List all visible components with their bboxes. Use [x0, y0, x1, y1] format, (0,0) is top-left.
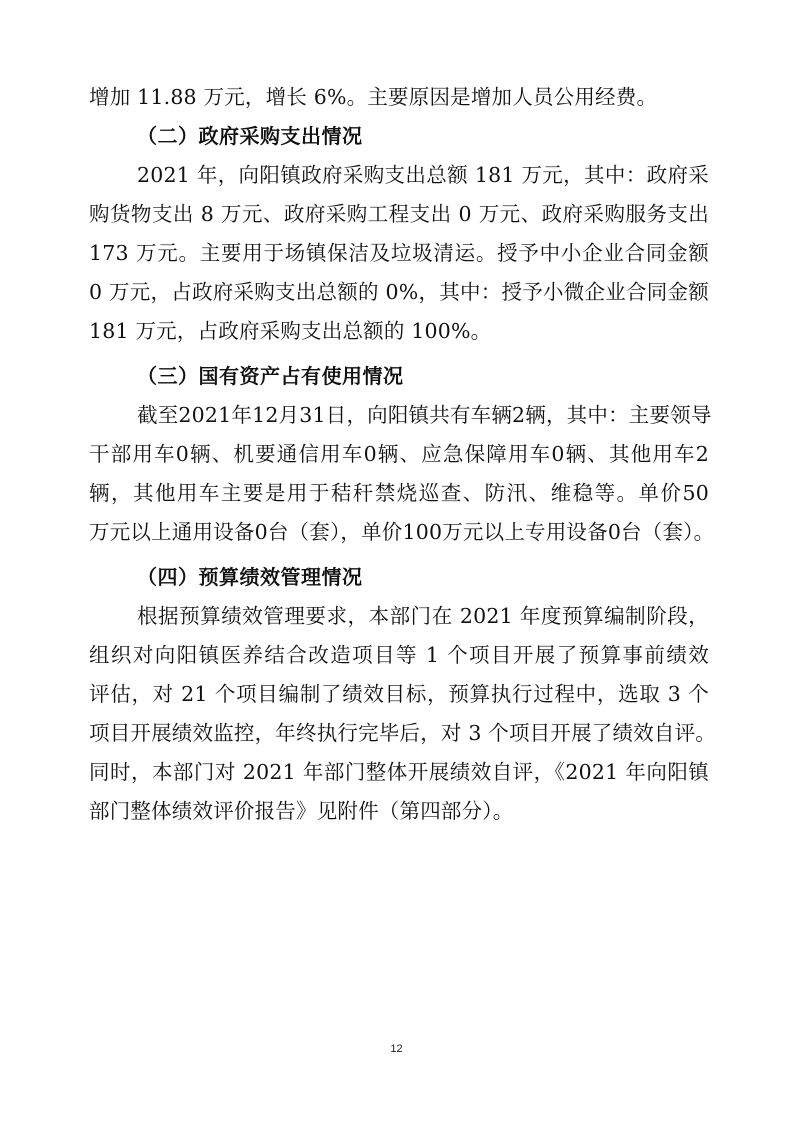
- section-heading-procurement: （二）政府采购支出情况: [137, 124, 363, 148]
- paragraph-line: 组织对向阳镇医养结合改造项目等 1 个项目开展了预算事前绩效: [89, 643, 709, 667]
- paragraph-line: 部门整体绩效评价报告》见附件（第四部分）。: [89, 799, 514, 823]
- section-heading-assets: （三）国有资产占有使用情况: [137, 364, 404, 388]
- paragraph-line: 万元以上通用设备0台（套），单价100万元以上专用设备0台（套）。: [89, 520, 715, 544]
- paragraph-line: 评估，对 21 个项目编制了绩效目标，预算执行过程中，选取 3 个: [89, 682, 709, 706]
- paragraph-line: 173 万元。主要用于场镇保洁及垃圾清运。授予中小企业合同金额: [89, 241, 709, 265]
- paragraph-line: 2021 年，向阳镇政府采购支出总额 181 万元，其中：政府采: [137, 163, 709, 187]
- paragraph-line: 项目开展绩效监控，年终执行完毕后，对 3 个项目开展了绩效自评。: [89, 721, 716, 745]
- paragraph-line: 辆，其他用车主要是用于秸秆禁烧巡查、防汛、维稳等。单价50: [89, 481, 709, 505]
- paragraph-line: 干部用车0辆、机要通信用车0辆、应急保障用车0辆、其他用车2: [89, 442, 709, 466]
- paragraph-line: 181 万元，占政府采购支出总额的 100%。: [89, 319, 492, 343]
- paragraph-line: 截至2021年12月31日，向阳镇共有车辆2辆，其中：主要领导: [137, 403, 712, 427]
- page-number: 12: [390, 1043, 403, 1055]
- paragraph-line: 购货物支出 8 万元、政府采购工程支出 0 万元、政府采购服务支出: [89, 202, 709, 226]
- paragraph-line: 0 万元，占政府采购支出总额的 0%，其中：授予小微企业合同金额: [89, 280, 709, 304]
- section-heading-performance: （四）预算绩效管理情况: [137, 565, 363, 589]
- paragraph-line: 增加 11.88 万元，增长 6%。主要原因是增加人员公用经费。: [89, 85, 658, 109]
- paragraph-line: 同时，本部门对 2021 年部门整体开展绩效自评，《2021 年向阳镇: [89, 760, 709, 784]
- paragraph-line: 根据预算绩效管理要求，本部门在 2021 年度预算编制阶段，: [137, 604, 709, 628]
